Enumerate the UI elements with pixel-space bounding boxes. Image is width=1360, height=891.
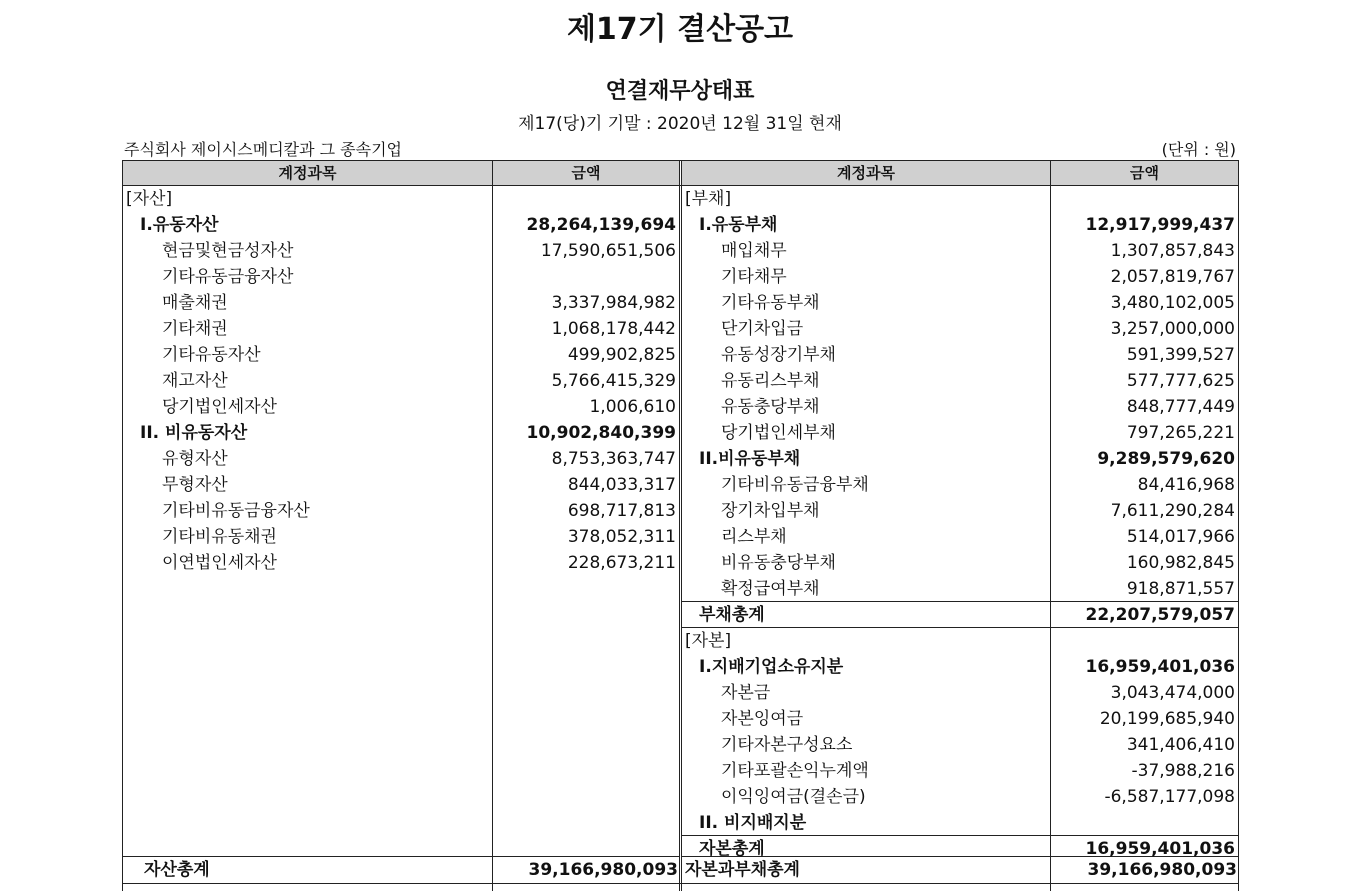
account-label: 유형자산 xyxy=(162,449,228,469)
unit-label: (단위 : 원) xyxy=(1161,140,1236,159)
amount-value: 84,416,968 xyxy=(1137,475,1235,495)
account-label: 부채총계 xyxy=(699,605,765,625)
account-label: 기타유동부채 xyxy=(721,293,820,313)
section-rule xyxy=(681,601,1239,602)
right-amount-header: 금액 xyxy=(1051,161,1238,185)
account-label: [자본] xyxy=(685,631,732,651)
account-label: 기타채무 xyxy=(721,267,787,287)
company-name: 주식회사 제이시스메디칼과 그 종속기업 xyxy=(124,140,403,159)
amount-value: 9,289,579,620 xyxy=(1097,449,1235,469)
account-label: I.유동자산 xyxy=(140,215,219,235)
account-label: 이연법인세자산 xyxy=(162,553,277,573)
amount-value: 3,257,000,000 xyxy=(1110,319,1235,339)
account-label: 기타채권 xyxy=(162,319,228,339)
account-label: 매출채권 xyxy=(162,293,228,313)
amount-value: 378,052,311 xyxy=(567,527,676,547)
amount-value: 20,199,685,940 xyxy=(1099,709,1235,729)
left-row xyxy=(122,498,680,524)
amount-value: 16,959,401,036 xyxy=(1085,839,1235,859)
right-row xyxy=(681,264,1239,290)
right-row xyxy=(681,810,1239,836)
amount-value: -6,587,177,098 xyxy=(1104,787,1235,807)
right-row xyxy=(681,238,1239,264)
left-row xyxy=(122,550,680,576)
account-label: 자본금 xyxy=(721,683,771,703)
left-account-header: 계정과목 xyxy=(123,161,492,185)
amount-value: 2,057,819,767 xyxy=(1110,267,1235,287)
total-liabilities-equity-label: 자본과부채총계 xyxy=(685,860,800,880)
right-row xyxy=(681,212,1239,238)
account-label: II.비유동부채 xyxy=(699,449,801,469)
left-row xyxy=(122,446,680,472)
account-label: 기타자본구성요소 xyxy=(721,735,853,755)
right-account-header: 계정과목 xyxy=(682,161,1050,185)
right-row xyxy=(681,784,1239,810)
account-label: I.지배기업소유지분 xyxy=(699,657,844,677)
table-border-bottom xyxy=(122,883,1239,884)
balance-sheet-table xyxy=(122,160,1239,891)
right-row xyxy=(681,290,1239,316)
right-row xyxy=(681,654,1239,680)
amount-value: 5,766,415,329 xyxy=(551,371,676,391)
right-row xyxy=(681,550,1239,576)
right-row xyxy=(681,472,1239,498)
account-label: 기타유동금융자산 xyxy=(162,267,294,287)
account-label: II. 비유동자산 xyxy=(140,423,248,443)
account-label: 이익잉여금(결손금) xyxy=(721,787,866,807)
amount-value: 1,307,857,843 xyxy=(1110,241,1235,261)
account-label: 기타비유동채권 xyxy=(162,527,277,547)
left-row xyxy=(122,212,680,238)
account-label: 확정급여부채 xyxy=(721,579,820,599)
left-row xyxy=(122,524,680,550)
total-assets-amount: 39,166,980,093 xyxy=(528,860,678,880)
account-label: 유동리스부채 xyxy=(721,371,820,391)
right-row xyxy=(681,732,1239,758)
account-label: 유동충당부채 xyxy=(721,397,820,417)
right-row xyxy=(681,706,1239,732)
account-label: 현금및현금성자산 xyxy=(162,241,294,261)
amount-value: 3,337,984,982 xyxy=(551,293,676,313)
account-label: [부채] xyxy=(685,189,732,209)
account-label: 기타유동자산 xyxy=(162,345,261,365)
account-label: I.유동부채 xyxy=(699,215,778,235)
right-row xyxy=(681,680,1239,706)
statement-title: 연결재무상태표 xyxy=(605,79,755,104)
amount-value: 3,043,474,000 xyxy=(1110,683,1235,703)
left-row xyxy=(122,186,680,212)
amount-value: 499,902,825 xyxy=(567,345,676,365)
account-label: 자본잉여금 xyxy=(721,709,804,729)
total-liabilities-equity-row xyxy=(681,857,1239,883)
amount-value: 514,017,966 xyxy=(1126,527,1235,547)
account-label: 당기법인세자산 xyxy=(162,397,277,417)
right-row xyxy=(681,420,1239,446)
left-row xyxy=(122,316,680,342)
amount-value: 12,917,999,437 xyxy=(1085,215,1235,235)
amount-value: 1,006,610 xyxy=(589,397,676,417)
section-rule xyxy=(681,835,1239,836)
account-label: 유동성장기부채 xyxy=(721,345,836,365)
amount-value: 22,207,579,057 xyxy=(1085,605,1235,625)
amount-value: 3,480,102,005 xyxy=(1110,293,1235,313)
amount-value: 797,265,221 xyxy=(1126,423,1235,443)
right-row xyxy=(681,368,1239,394)
left-amount-header: 금액 xyxy=(493,161,679,185)
page-title: 제17기 결산공고 xyxy=(566,12,794,47)
right-row xyxy=(681,316,1239,342)
amount-value: -37,988,216 xyxy=(1131,761,1235,781)
left-row xyxy=(122,238,680,264)
amount-value: 698,717,813 xyxy=(567,501,676,521)
table-border-top xyxy=(122,160,1239,161)
amount-value: 591,399,527 xyxy=(1126,345,1235,365)
account-label: 기타포괄손익누계액 xyxy=(721,761,869,781)
account-label: [자산] xyxy=(126,189,173,209)
account-label: 당기법인세부채 xyxy=(721,423,836,443)
right-row xyxy=(681,602,1239,628)
amount-value: 17,590,651,506 xyxy=(540,241,676,261)
amount-value: 7,611,290,284 xyxy=(1110,501,1235,521)
amount-value: 228,673,211 xyxy=(567,553,676,573)
account-label: 장기차입부채 xyxy=(721,501,820,521)
amount-value: 918,871,557 xyxy=(1126,579,1235,599)
account-label: II. 비지배지분 xyxy=(699,813,807,833)
right-row xyxy=(681,628,1239,654)
right-row xyxy=(681,758,1239,784)
account-label: 재고자산 xyxy=(162,371,228,391)
right-row xyxy=(681,498,1239,524)
right-row xyxy=(681,394,1239,420)
right-row xyxy=(681,342,1239,368)
right-row xyxy=(681,186,1239,212)
total-assets-row xyxy=(122,857,680,883)
account-label: 무형자산 xyxy=(162,475,228,495)
section-rule xyxy=(681,627,1239,628)
left-row xyxy=(122,342,680,368)
right-row xyxy=(681,446,1239,472)
account-label: 기타비유동금융자산 xyxy=(162,501,310,521)
statement-period: 제17(당)기 기말 : 2020년 12월 31일 현재 xyxy=(518,114,842,134)
amount-value: 1,068,178,442 xyxy=(551,319,676,339)
amount-value: 848,777,449 xyxy=(1126,397,1235,417)
amount-value: 16,959,401,036 xyxy=(1085,657,1235,677)
amount-value: 8,753,363,747 xyxy=(551,449,676,469)
amount-value: 160,982,845 xyxy=(1126,553,1235,573)
left-row xyxy=(122,290,680,316)
account-label: 매입채무 xyxy=(721,241,787,261)
amount-value: 844,033,317 xyxy=(567,475,676,495)
left-row xyxy=(122,368,680,394)
amount-value: 341,406,410 xyxy=(1126,735,1235,755)
right-row xyxy=(681,576,1239,602)
account-label: 기타비유동금융부채 xyxy=(721,475,869,495)
account-label: 비유동충당부채 xyxy=(721,553,836,573)
account-label: 리스부채 xyxy=(721,527,787,547)
total-assets-label: 자산총계 xyxy=(144,860,210,880)
right-row xyxy=(681,524,1239,550)
total-liabilities-equity-amount: 39,166,980,093 xyxy=(1087,860,1237,880)
amount-value: 577,777,625 xyxy=(1126,371,1235,391)
account-label: 자본총계 xyxy=(699,839,765,859)
left-row xyxy=(122,420,680,446)
account-label: 단기차입금 xyxy=(721,319,804,339)
left-row xyxy=(122,394,680,420)
left-row xyxy=(122,264,680,290)
amount-value: 10,902,840,399 xyxy=(526,423,676,443)
amount-value: 28,264,139,694 xyxy=(526,215,676,235)
left-row xyxy=(122,472,680,498)
